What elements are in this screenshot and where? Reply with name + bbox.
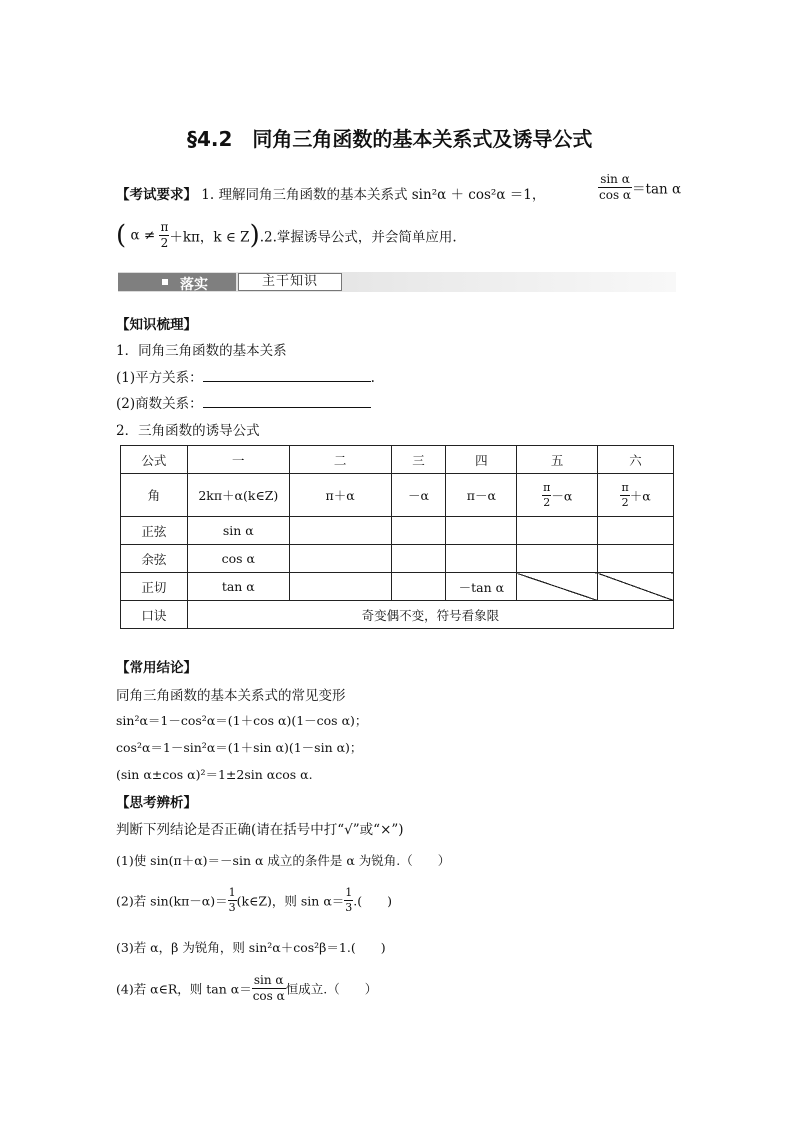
conclusion-formula-3: (sin α±cos α)²＝1±2sin αcos α. xyxy=(116,767,313,782)
table-row-angle xyxy=(121,474,674,517)
table-cell-diagonal xyxy=(517,573,598,601)
square-relation-period: . xyxy=(370,370,375,386)
table-header-cell: 一 xyxy=(187,446,289,474)
quotient-relation-line xyxy=(116,392,371,412)
angle-5-denominator: 2 xyxy=(543,495,551,509)
banner-dark-label: 落实 xyxy=(180,277,208,293)
fraction-numerator: sin α xyxy=(600,172,630,186)
requirements-line-1 xyxy=(116,183,545,203)
requirements-text-2: .2.掌握诱导公式，并会简单应用. xyxy=(259,229,457,246)
question-4 xyxy=(116,973,377,1004)
knowledge-item-1: 1．同角三角函数的基本关系 xyxy=(116,343,287,359)
table-cell: －tan α xyxy=(446,573,517,601)
square-relation-label: (1)平方关系： xyxy=(116,370,203,386)
angle-5-numerator: π xyxy=(543,480,551,494)
condition-text-a: α ≠ xyxy=(130,227,156,244)
question-2-denominator-2: 3 xyxy=(345,900,353,914)
question-4-numerator: sin α xyxy=(253,973,284,987)
question-2-text-b: (k∈Z)，则 sin α＝ xyxy=(236,893,345,909)
table-cell-angle-6 xyxy=(598,474,674,517)
banner-square-icon xyxy=(162,279,168,285)
page-title: §4.2 同角三角函数的基本关系式及诱导公式 xyxy=(187,127,593,151)
condition-denominator: 2 xyxy=(160,236,169,250)
requirements-label: 【考试要求】 xyxy=(116,187,197,203)
square-relation-blank xyxy=(203,367,371,382)
angle-6-rest: ＋α xyxy=(629,488,651,503)
table-cell: tan α xyxy=(187,573,289,601)
square-relation-line xyxy=(116,366,375,386)
question-4-text-a: (4)若 α∈R，则 tan α＝ xyxy=(116,981,252,997)
question-4-text-b: 恒成立.（ ） xyxy=(285,981,378,997)
requirements-text-1b: ＝tan α xyxy=(632,181,682,198)
table-cell-diagonal xyxy=(598,573,674,601)
table-row-mnemonic xyxy=(121,601,674,629)
thinking-heading: 【思考辨析】 xyxy=(116,795,197,811)
angle-6-numerator: π xyxy=(621,480,629,494)
row-label-angle: 角 xyxy=(121,474,188,517)
table-row-cos xyxy=(121,545,674,573)
table-header-cell: 五 xyxy=(517,446,598,474)
quotient-relation-blank xyxy=(203,393,371,408)
question-2 xyxy=(116,886,392,915)
conclusion-formula-2: cos²α＝1－sin²α＝(1＋sin α)(1－sin α)； xyxy=(116,740,363,755)
row-label-cos: 余弦 xyxy=(121,545,188,573)
angle-5-rest: －α xyxy=(551,488,573,503)
knowledge-item-2: 2．三角函数的诱导公式 xyxy=(116,423,260,439)
question-1: (1)使 sin(π＋α)＝－sin α 成立的条件是 α 为锐角.（ ） xyxy=(116,853,451,868)
row-label-tan: 正切 xyxy=(121,573,188,601)
table-cell: π＋α xyxy=(289,474,391,517)
knowledge-heading: 【知识梳理】 xyxy=(116,317,197,333)
table-header-cell: 二 xyxy=(289,446,391,474)
conclusions-heading: 【常用结论】 xyxy=(116,660,197,676)
question-4-denominator: cos α xyxy=(252,989,285,1003)
table-header-cell: 公式 xyxy=(121,446,188,474)
requirements-line-2: ( α ≠ $\frac{\pi}{2}$ ＋kπ，k ∈ Z).2.掌握诱导公式，并会简单应用. xyxy=(116,220,457,251)
table-cell: cos α xyxy=(187,545,289,573)
angle-6-denominator: 2 xyxy=(621,495,629,509)
question-2-numerator-1: 1 xyxy=(228,886,236,899)
question-2-denominator-1: 3 xyxy=(228,900,236,914)
table-header-cell: 三 xyxy=(391,446,446,474)
table-header-cell: 四 xyxy=(446,446,517,474)
table-header-row xyxy=(121,446,674,474)
question-2-text-a: (2)若 sin(kπ－α)＝ xyxy=(116,893,228,909)
table-cell: －α xyxy=(391,474,446,517)
question-2-numerator-2: 1 xyxy=(345,886,353,899)
table-cell: 2kπ＋α(k∈Z) xyxy=(187,474,289,517)
reduction-formula-table xyxy=(120,445,674,629)
table-cell-angle-5 xyxy=(517,474,598,517)
requirements-text-1: 1. 理解同角三角函数的基本关系式 sin²α ＋ cos²α ＝1， xyxy=(201,187,546,203)
question-3: (3)若 α，β 为锐角，则 sin²α＋cos²β＝1.( ) xyxy=(116,940,386,955)
conclusions-intro: 同角三角函数的基本关系式的常见变形 xyxy=(116,688,346,704)
conclusion-formula-1: sin²α＝1－cos²α＝(1＋cos α)(1－cos α)； xyxy=(116,713,368,728)
requirements-fraction xyxy=(598,172,681,203)
condition-numerator: π xyxy=(160,220,169,234)
banner-box-label: 主干知识 xyxy=(238,273,342,291)
row-label-sin: 正弦 xyxy=(121,517,188,545)
table-row-sin xyxy=(121,517,674,545)
banner-dark-block xyxy=(118,273,236,291)
table-header-cell: 六 xyxy=(598,446,674,474)
table-row-tan xyxy=(121,573,674,601)
question-2-text-c: .( ) xyxy=(353,893,392,909)
mnemonic-cell: 奇变偶不变，符号看象限 xyxy=(187,601,673,629)
section-banner xyxy=(118,272,676,292)
quotient-relation-label: (2)商数关系： xyxy=(116,396,203,412)
row-label-mnemonic: 口诀 xyxy=(121,601,188,629)
condition-text-b: ＋kπ，k ∈ Z xyxy=(169,229,250,246)
table-cell: π－α xyxy=(446,474,517,517)
fraction-denominator: cos α xyxy=(599,188,632,202)
table-cell: sin α xyxy=(187,517,289,545)
thinking-intro: 判断下列结论是否正确(请在括号中打“√”或“×”) xyxy=(116,822,404,838)
